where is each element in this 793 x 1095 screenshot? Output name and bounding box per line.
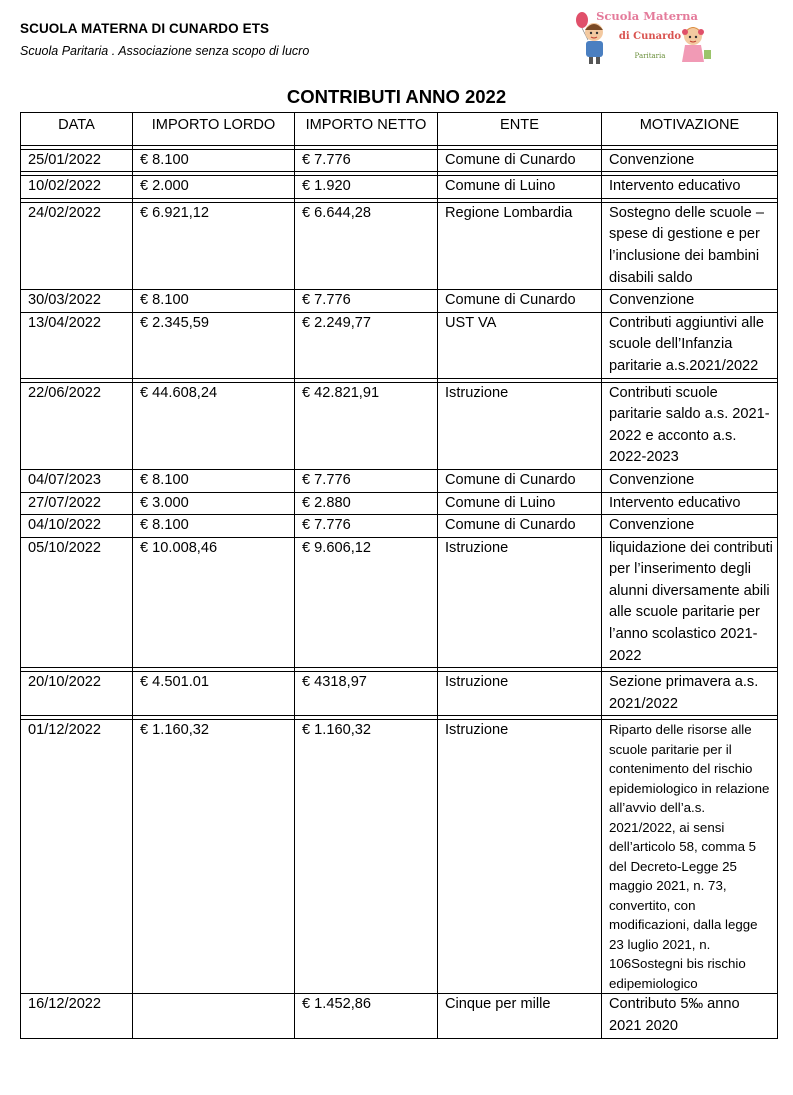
cell-motivazione: liquidazione dei contributi per l’inserimento degli alunni diversamente abili alle scuole paritarie per l’anno scolastico 2021-2022	[602, 537, 778, 668]
cell-data: 22/06/2022	[21, 382, 133, 469]
cell-ente: Cinque per mille	[438, 994, 602, 1038]
cell-ente: Comune di Cunardo	[438, 515, 602, 538]
cell-data: 10/02/2022	[21, 176, 133, 199]
cell-ente: Istruzione	[438, 720, 602, 994]
cell-data: 27/07/2022	[21, 492, 133, 515]
cell-importo-lordo: € 4.501.01	[133, 672, 295, 716]
table-row	[21, 515, 778, 538]
cell-data: 16/12/2022	[21, 994, 133, 1038]
cell-data: 05/10/2022	[21, 537, 133, 668]
cell-data: 24/02/2022	[21, 202, 133, 289]
cell-data: 13/04/2022	[21, 312, 133, 378]
document-title: CONTRIBUTI ANNO 2022	[286, 86, 507, 107]
col-header-data: DATA	[21, 113, 133, 146]
cell-importo-lordo: € 10.008,46	[133, 537, 295, 668]
cell-importo-lordo: € 8.100	[133, 149, 295, 172]
table-row	[21, 469, 778, 492]
cell-motivazione: Sostegno delle scuole – spese di gestione e per l’inclusione dei bambini disabili saldo	[602, 202, 778, 289]
cell-data: 30/03/2022	[21, 290, 133, 313]
col-header-ente: ENTE	[438, 113, 602, 146]
cell-importo-lordo: € 8.100	[133, 515, 295, 538]
cell-motivazione: Convenzione	[602, 469, 778, 492]
cell-ente: Comune di Luino	[438, 492, 602, 515]
table-row	[21, 492, 778, 515]
cell-data: 04/10/2022	[21, 515, 133, 538]
cell-importo-lordo: € 8.100	[133, 469, 295, 492]
cell-data: 25/01/2022	[21, 149, 133, 172]
table-row	[21, 312, 778, 378]
cell-importo-netto: € 4318,97	[295, 672, 438, 716]
cell-motivazione: Intervento educativo	[602, 492, 778, 515]
cell-motivazione: Convenzione	[602, 290, 778, 313]
table-row	[21, 672, 778, 716]
cell-importo-netto: € 7.776	[295, 290, 438, 313]
cell-importo-lordo	[133, 994, 295, 1038]
cell-importo-lordo: € 2.345,59	[133, 312, 295, 378]
cell-data: 04/07/2023	[21, 469, 133, 492]
cell-importo-netto: € 6.644,28	[295, 202, 438, 289]
contributions-table	[20, 112, 778, 1039]
cell-data: 01/12/2022	[21, 720, 133, 994]
cell-motivazione: Riparto delle risorse alle scuole paritarie per il contenimento del rischio epidemiologico in relazione all’avvio dell’a.s. 2021/2022, ai sensi dell’articolo 58, comma 5 del Decreto-Legge 25 maggio 2021, n. 73, convertito, con modificazioni, dalla legge 23 luglio 2021, n. 106Sostegni bis rischio edipemiologico	[602, 720, 778, 994]
cell-importo-netto: € 2.249,77	[295, 312, 438, 378]
cell-motivazione: Sezione primavera a.s. 2021/2022	[602, 672, 778, 716]
cell-importo-netto: € 1.920	[295, 176, 438, 199]
table-row	[21, 382, 778, 469]
table-row	[21, 290, 778, 313]
cell-importo-lordo: € 2.000	[133, 176, 295, 199]
cell-importo-netto: € 2.880	[295, 492, 438, 515]
cell-importo-netto: € 7.776	[295, 515, 438, 538]
cell-importo-lordo: € 6.921,12	[133, 202, 295, 289]
col-header-importo-lordo: IMPORTO LORDO	[133, 113, 295, 146]
cell-importo-lordo: € 8.100	[133, 290, 295, 313]
cell-data: 20/10/2022	[21, 672, 133, 716]
col-header-importo-netto: IMPORTO NETTO	[295, 113, 438, 146]
cell-motivazione: Convenzione	[602, 515, 778, 538]
cell-importo-netto: € 42.821,91	[295, 382, 438, 469]
cell-ente: Istruzione	[438, 537, 602, 668]
school-logo	[566, 6, 721, 68]
logo-text-line1: Scuola Materna	[596, 9, 698, 23]
cell-importo-netto: € 7.776	[295, 469, 438, 492]
table-header-row	[21, 113, 778, 146]
org-name: SCUOLA MATERNA DI CUNARDO ETS	[20, 21, 270, 36]
table-row	[21, 994, 778, 1038]
cell-motivazione: Convenzione	[602, 149, 778, 172]
cell-importo-lordo: € 1.160,32	[133, 720, 295, 994]
cell-ente: UST VA	[438, 312, 602, 378]
cell-importo-lordo: € 3.000	[133, 492, 295, 515]
org-subtitle: Scuola Paritaria . Associazione senza scopo di lucro	[20, 44, 310, 58]
cell-ente: Regione Lombardia	[438, 202, 602, 289]
table-row	[21, 720, 778, 994]
cell-ente: Comune di Cunardo	[438, 149, 602, 172]
logo-text-line2: di Cunardo	[618, 31, 682, 42]
cell-ente: Istruzione	[438, 382, 602, 469]
table-row	[21, 176, 778, 199]
logo-text-line3: Paritaria	[634, 52, 666, 60]
table-row	[21, 202, 778, 289]
table-row	[21, 149, 778, 172]
cell-motivazione: Contributi aggiuntivi alle scuole dell’Infanzia paritarie a.s.2021/2022	[602, 312, 778, 378]
cell-motivazione: Contributo 5‰ anno 2021 2020	[602, 994, 778, 1038]
cell-motivazione: Contributi scuole paritarie saldo a.s. 2021-2022 e acconto a.s. 2022-2023	[602, 382, 778, 469]
cell-motivazione: Intervento educativo	[602, 176, 778, 199]
col-header-motivazione: MOTIVAZIONE	[602, 113, 778, 146]
cell-ente: Comune di Luino	[438, 176, 602, 199]
table-row	[21, 537, 778, 668]
cell-ente: Comune di Cunardo	[438, 469, 602, 492]
cell-ente: Istruzione	[438, 672, 602, 716]
cell-importo-netto: € 7.776	[295, 149, 438, 172]
cell-importo-lordo: € 44.608,24	[133, 382, 295, 469]
cell-ente: Comune di Cunardo	[438, 290, 602, 313]
cell-importo-netto: € 1.452,86	[295, 994, 438, 1038]
cell-importo-netto: € 1.160,32	[295, 720, 438, 994]
cell-importo-netto: € 9.606,12	[295, 537, 438, 668]
